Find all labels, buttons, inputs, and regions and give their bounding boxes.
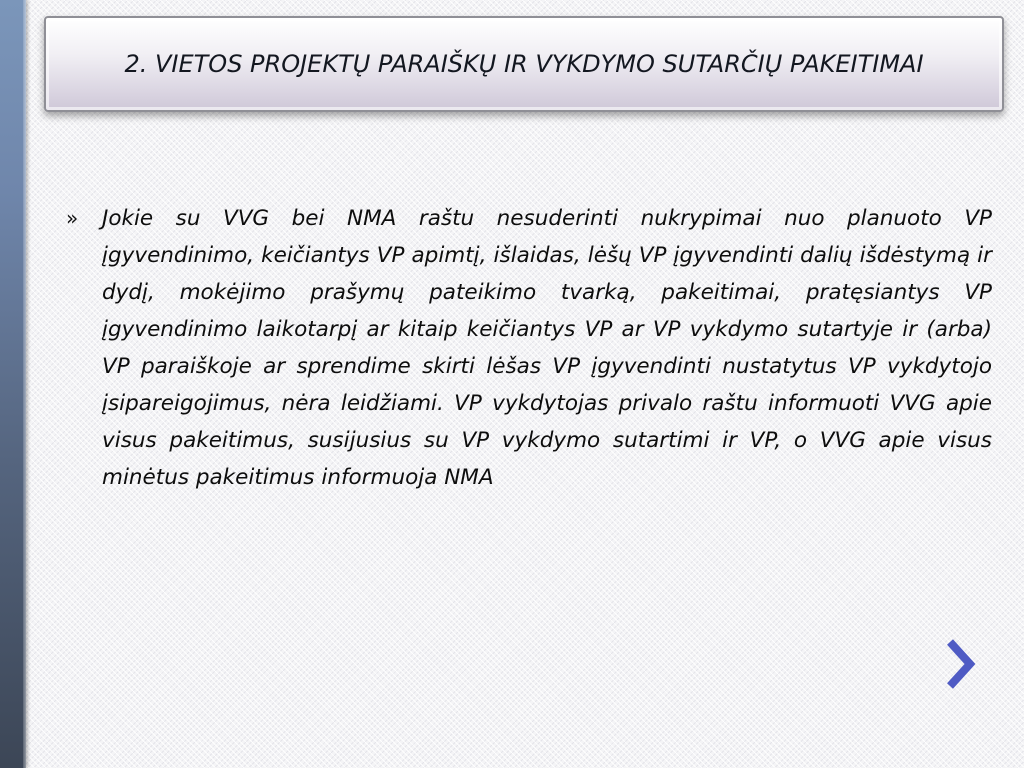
bullet-item	[66, 200, 992, 496]
bullet-marker: »	[66, 206, 79, 230]
bullet-text: Jokie su VVG bei NMA raštu nesuderinti nukrypimai nuo planuoto VP įgyvendinimo, keičiantys VP apimtį, išlaidas, lėšų VP įgyvendinti dalių išdėstymą ir dydį, mokėjimo prašymų pateikimo tvarką, pakeitimai, pratęsiantys VP įgyvendinimo laikotarpį ar kitaip keičiantys VP ar VP vykdymo sutartyje ir (arba) VP paraiškoje ar sprendime skirti lėšas VP įgyvendinti nustatytus VP vykdytojo įsipareigojimus, nėra leidžiami. VP vykdytojas privalo raštu informuoti VVG apie visus pakeitimus, susijusius su VP vykdymo sutartimi ir VP, o VVG apie visus minėtus pakeitimus informuoja NMA	[102, 206, 992, 490]
title-box	[44, 16, 1004, 112]
slide-content	[66, 200, 992, 496]
chevron-right-icon[interactable]	[938, 636, 982, 692]
slide-title: 2. VIETOS PROJEKTŲ PARAIŠKŲ IR VYKDYMO SUTARČIŲ PAKEITIMAI	[124, 50, 924, 78]
left-accent-bar	[0, 0, 26, 768]
